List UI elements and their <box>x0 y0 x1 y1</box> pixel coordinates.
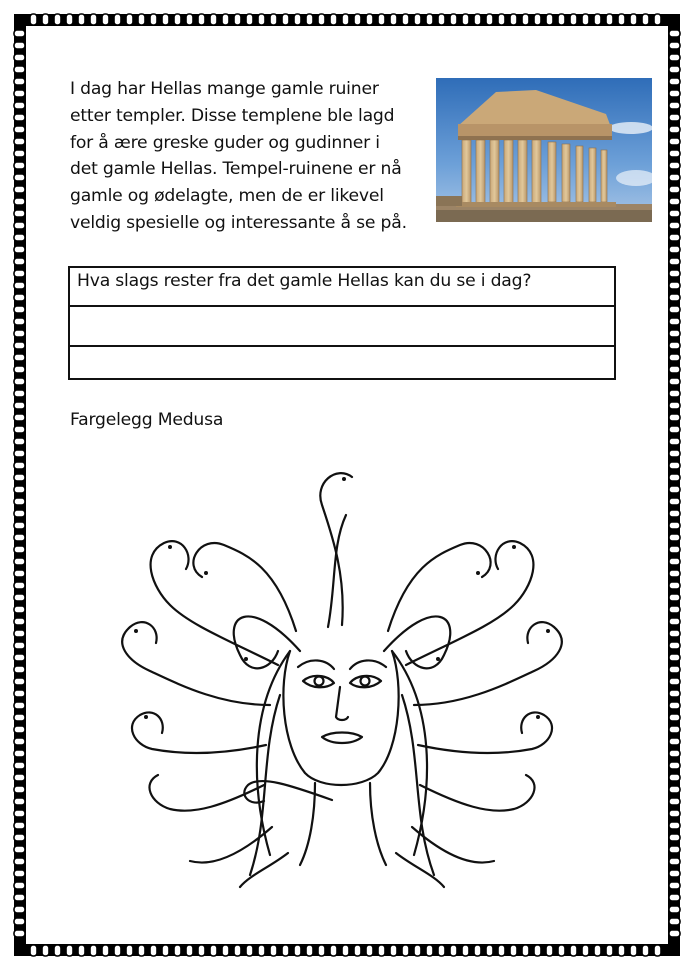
answer-line-2[interactable] <box>70 347 614 380</box>
answer-text-2[interactable] <box>70 347 614 380</box>
coloring-heading: Fargelegg Medusa <box>70 410 224 430</box>
intro-line: gamle og ødelagte, men de er likevel <box>70 186 384 207</box>
intro-line: for å ære greske guder og gudinner i <box>70 132 380 153</box>
medusa-coloring-illustration <box>100 455 584 895</box>
question-table <box>68 266 616 380</box>
answer-text-1[interactable] <box>70 307 614 345</box>
intro-line: det gamle Hellas. Tempel-ruinene er nå <box>70 159 402 180</box>
intro-line: I dag har Hellas mange gamle ruiner <box>70 79 379 99</box>
question-row <box>70 268 614 307</box>
intro-line: veldig spesielle og interessante å se på. <box>70 212 407 233</box>
question-text: Hva slags rester fra det gamle Hellas kan du se i dag? <box>77 271 532 291</box>
answer-line-1[interactable] <box>70 307 614 347</box>
intro-paragraph <box>70 76 430 237</box>
intro-line: etter templer. Disse templene ble lagd <box>70 105 395 126</box>
parthenon-photo <box>436 78 652 222</box>
